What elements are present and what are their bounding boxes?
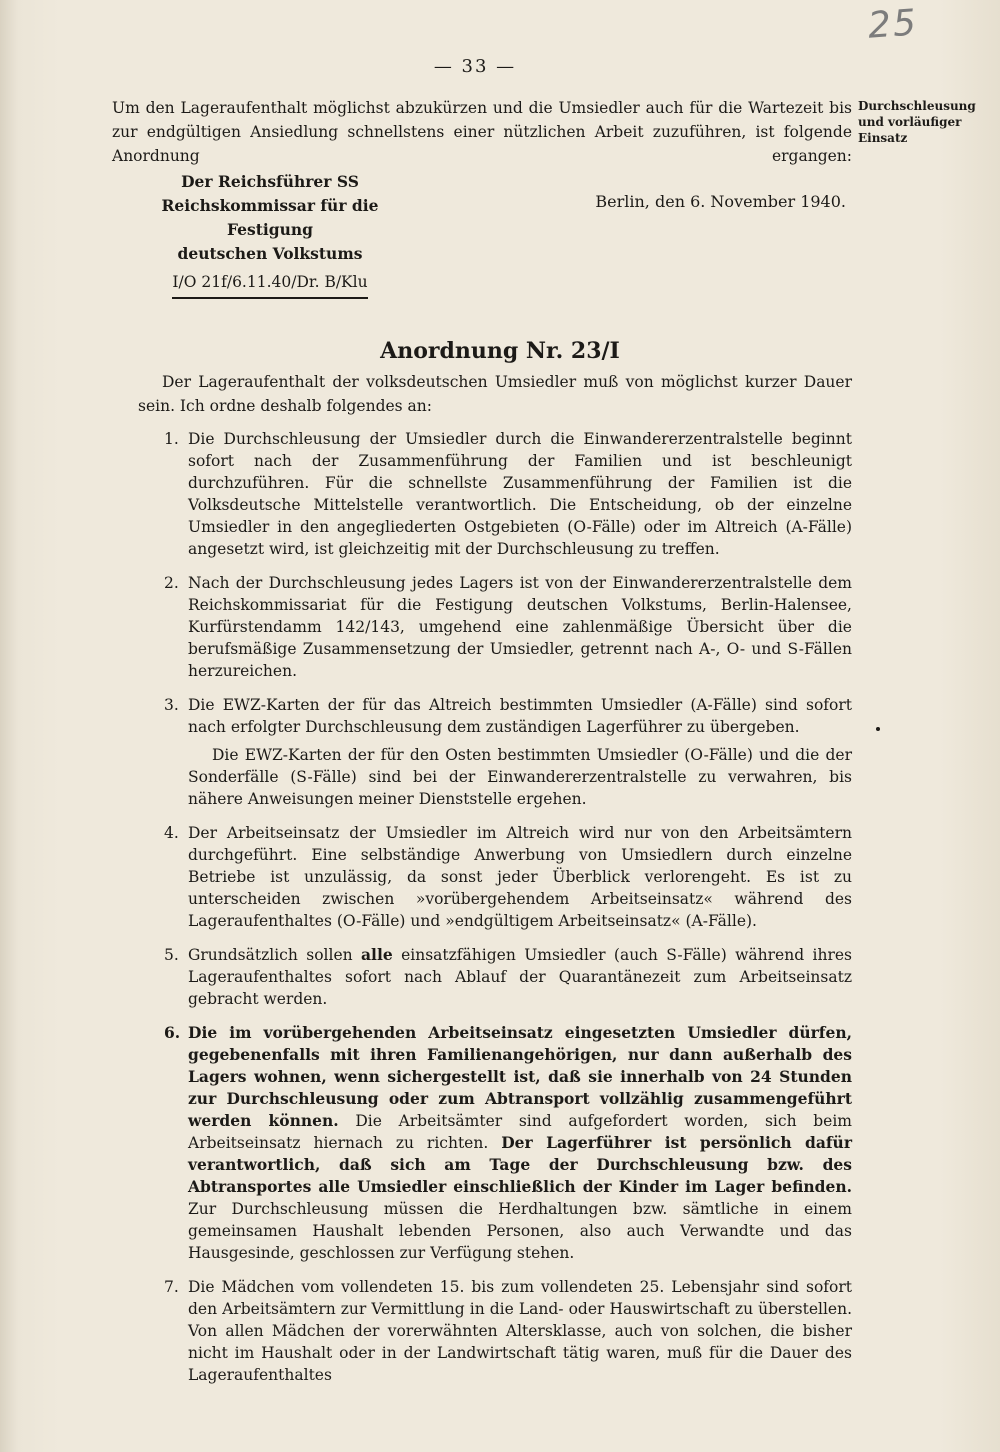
item-text-emphasis: alle bbox=[361, 945, 393, 964]
item-number: 2. bbox=[164, 574, 179, 592]
item-text-part: Zur Durchschleusung müssen die Herdhaltungen bzw. sämtliche in einem gemeinsamen Haushalt lebenden Personen, also auch Verwandte und das Hausgesinde, geschlossen zur Verfügung stehen. bbox=[188, 1200, 852, 1262]
sender-block bbox=[130, 170, 410, 299]
item-subparagraph: Die EWZ-Karten der für den Osten bestimmten Umsiedler (O-Fälle) und die der Sonderfälle (S-Fälle) sind bei der Einwandererzentralstelle zu verwahren, bis nähere Anweisungen meiner Dienststelle ergehen. bbox=[188, 746, 852, 808]
item-text-part: einsatzfähigen Umsiedler (auch S-Fälle) während ihres Lageraufenthaltes sofort nach Ablauf der Quarantänezeit zum Arbeitseinsatz gebracht werden. bbox=[188, 946, 852, 1008]
page-number: — 33 — bbox=[433, 56, 517, 77]
list-item bbox=[138, 1276, 852, 1386]
item-number: 7. bbox=[164, 1278, 179, 1296]
sender-line-3: deutschen Volkstums bbox=[177, 244, 363, 263]
list-item bbox=[138, 694, 852, 810]
item-number: 4. bbox=[164, 824, 179, 842]
item-text-part: Grundsätzlich sollen bbox=[188, 946, 362, 964]
margin-note: Durchschleusung und vorläufiger Einsatz bbox=[858, 99, 976, 145]
list-item bbox=[138, 428, 852, 560]
sender-line-2: Reichskommissar für die Festigung bbox=[161, 196, 379, 239]
document-title: Anordnung Nr. 23/I bbox=[380, 338, 620, 364]
sender-line-1: Der Reichsführer SS bbox=[181, 172, 359, 191]
lead-paragraph bbox=[138, 370, 852, 418]
item-text: Die EWZ-Karten der für das Altreich bestimmten Umsiedler (A-Fälle) sind sofort nach erfolgter Durchschleusung dem zuständigen Lagerführer zu übergeben. bbox=[188, 696, 852, 736]
item-number: 1. bbox=[164, 430, 179, 448]
item-text: Die Durchschleusung der Umsiedler durch die Einwandererzentralstelle beginnt sofort nach der Zusammenführung der Familien und ist beschleunigt durchzuführen. Für die schnellste Zusammenführung der Familien ist die Volksdeutsche Mittelstelle verantwortlich. Die Entscheidung, ob der einzelne Umsiedler in den angegliederten Ostgebieten (O-Fälle) oder im Altreich (A-Fälle) angesetzt wird, ist gleichzeitig mit der Durchschleusung zu treffen. bbox=[188, 430, 852, 558]
list-item bbox=[138, 822, 852, 932]
item-text-emphasis: Der Lagerführer ist persönlich dafür verantwortlich, daß sich am Tage der Durchschleusung bzw. des Abtransportes alle Umsiedler einschließlich der Kinder im Lager befinden. bbox=[188, 1133, 852, 1196]
list-item bbox=[138, 944, 852, 1010]
item-number: 6. bbox=[164, 1023, 181, 1042]
intro-paragraph: Um den Lageraufenthalt möglichst abzukürzen und die Umsiedler auch für die Wartezeit bis zur endgültigen Ansiedlung schnellstens einer nützlichen Arbeit zuzuführen, ist folgende Anordnung ergangen: bbox=[112, 99, 852, 165]
item-text: Der Arbeitseinsatz der Umsiedler im Altreich wird nur von den Arbeitsämtern durchgeführt. Eine selbständige Anwerbung von Umsiedlern durch einzelne Betriebe ist unzulässig, da sonst jeder Überblick verlorengeht. Es ist zu unterscheiden zwischen »vorübergehendem Arbeitseinsatz« während des Lageraufenthaltes (O-Fälle) und »endgültigem Arbeitseinsatz« (A-Fälle). bbox=[188, 824, 852, 930]
ink-dot bbox=[876, 727, 880, 731]
item-text-part: Die Arbeitsämter sind aufgefordert worden, sich beim Arbeitseinsatz hiernach zu richten. bbox=[188, 1112, 852, 1152]
lead-text: Der Lageraufenthalt der volksdeutschen Umsiedler muß von möglichst kurzer Dauer sein. Ich ordne deshalb folgendes an: bbox=[138, 373, 852, 415]
item-number: 3. bbox=[164, 696, 179, 714]
dateline: Berlin, den 6. November 1940. bbox=[595, 192, 846, 211]
list-item bbox=[138, 1022, 852, 1264]
numbered-list bbox=[138, 428, 852, 1398]
item-number: 5. bbox=[164, 946, 179, 964]
list-item bbox=[138, 572, 852, 682]
handwritten-page-number: 25 bbox=[866, 2, 920, 47]
item-text: Die Mädchen vom vollendeten 15. bis zum vollendeten 25. Lebensjahr sind sofort den Arbeitsämtern zur Vermittlung in die Land- oder Hauswirtschaft zu überstellen. Von allen Mädchen der vorerwähnten Altersklasse, auch von solchen, die bisher nicht im Haushalt oder in der Landwirtschaft tätig waren, muß für die Dauer des Lageraufenthaltes bbox=[188, 1278, 852, 1384]
reference-number: I/O 21f/6.11.40/Dr. B/Klu bbox=[172, 270, 367, 299]
item-text: Nach der Durchschleusung jedes Lagers ist von der Einwandererzentralstelle dem Reichskommissariat für die Festigung deutschen Volkstums, Berlin-Halensee, Kurfürstendamm 142/143, umgehend eine zahlenmäßige Übersicht über die berufsmäßige Zusammensetzung der Umsiedler, getrennt nach A-, O- und S-Fällen herzureichen. bbox=[188, 574, 852, 680]
item-text-emphasis: Die im vorübergehenden Arbeitseinsatz eingesetzten Umsiedler dürfen, gegebenenfalls mit ihren Familienangehörigen, nur dann außerhalb des Lagers wohnen, wenn sichergestellt ist, daß sie innerhalb von 24 Stunden zur Durchschleusung oder zum Abtransport vollzählig zusammengeführt werden können. bbox=[188, 1023, 852, 1130]
